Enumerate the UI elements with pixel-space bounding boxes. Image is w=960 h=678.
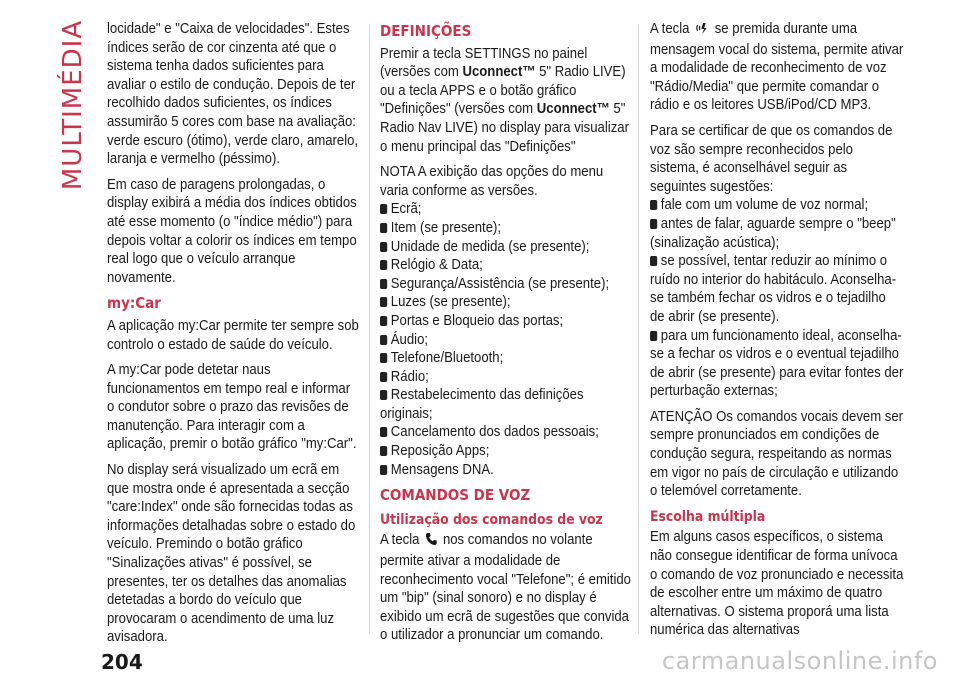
list-item-text: Reposição Apps; — [390, 443, 490, 460]
list-item — [380, 312, 634, 331]
bullet-icon — [380, 297, 387, 307]
list-item — [380, 293, 634, 312]
bullet-icon — [380, 223, 387, 233]
paragraph — [650, 20, 904, 115]
list-item-text: para um funcionamento ideal, aconselha-se a fechar os vidros e o eventual tejadilho de abrir (se presente) para evitar fontes der perturbação externas; — [650, 327, 904, 400]
section-label: MULTIMÉDIA — [58, 19, 88, 191]
section-tab — [58, 19, 88, 191]
list-item-text: Mensagens DNA. — [390, 461, 494, 478]
paragraph: A my:Car pode detetar naus funcionamentos em tempo real e informar o condutor sobre o prazo das revisões de manutenção. Para interagir com a aplicação, premir o botão gráfico "my:Car". — [107, 362, 357, 453]
note: NOTA A exibição das opções do menu varia conforme as versões. — [380, 164, 604, 199]
list-item-text: Telefone/Bluetooth; — [390, 350, 504, 367]
list-item — [380, 423, 634, 442]
paragraph — [380, 531, 634, 645]
paragraph: No display será visualizado um ecrã em que mostra onde é apresentada a secção "care:Index" onde são fornecidas todas as informações detalhadas sobre o estado do veículo. Premindo o botão gráfico "Sinalizações ativas" é possível, se presentes, ter os detalhes das anomalias detetadas a bordo do veículo que provocaram o acendimento de uma luz avisadora. — [107, 462, 356, 646]
bullet-icon — [380, 353, 387, 363]
list-item — [650, 252, 904, 326]
bullet-icon — [380, 204, 387, 214]
list-item-text: antes de falar, aguarde sempre o "beep" (sinalização acústica); — [650, 215, 896, 251]
paragraph: locidade" e "Caixa de velocidades". Estes índices serão de cor cinzenta até que o sistema tenha dados suficientes para avaliar o estilo de condução. Depois de ter recolhido dados suficientes, os índices assumirão 5 cores com base na avaliação: verde escuro (ótimo), verde claro, amarelo, laranja e vermelho (péssimo). — [107, 21, 359, 168]
column-2 — [380, 20, 634, 652]
list-item — [380, 219, 634, 238]
list-item — [650, 327, 904, 401]
attention-note: ATENÇÃO Os comandos vocais devem ser sempre pronunciados em condições de condução segura, respeitando as normas em vigor no país de circulação e utilizando o telemóvel corretamente. — [650, 408, 904, 500]
list-item-text: Luzes (se presente); — [390, 294, 511, 311]
list-item-text: se possível, tentar reduzir ao mínimo o ruído no interior do habitáculo. Aconselha-se também fechar os vidros e o tejadilho de abrir (se presente). — [650, 253, 897, 325]
paragraph: Em caso de paragens prolongadas, o display exibirá a média dos índices obtidos até esse momento (o "índice médio") para depois voltar a colorir os índices em tempo real logo que o veículo arranque novamente. — [107, 176, 357, 286]
paragraph: A aplicação my:Car permite ter sempre sob controlo o estado de saúde do veículo. — [107, 317, 359, 353]
text-run: A tecla — [380, 532, 420, 549]
list-item — [380, 349, 634, 368]
bullet-icon — [380, 279, 387, 289]
bullet-icon — [650, 331, 657, 341]
text-run: Premir a tecla SETTINGS no painel (versões com — [380, 45, 588, 81]
menu-items-list — [380, 200, 634, 479]
bullet-icon — [380, 316, 387, 326]
column-divider — [638, 24, 639, 634]
list-item — [380, 461, 634, 480]
bullet-icon — [380, 260, 387, 270]
list-item-text: Rádio; — [390, 368, 429, 385]
bullet-icon — [650, 256, 657, 266]
list-item-text: Restabelecimento das definições originais; — [380, 387, 584, 422]
brand-name: Uconnect™ — [536, 101, 610, 118]
text-run: 5" Radio LIVE) ou a tecla APPS e o botão gráfico "Definições" (versões com — [380, 64, 626, 118]
bullet-icon — [380, 242, 387, 252]
subheading-utilizacao: Utilização dos comandos de voz — [380, 511, 603, 528]
column-1 — [107, 20, 359, 654]
list-item — [650, 215, 904, 252]
list-item-text: fale com um volume de voz normal; — [660, 197, 869, 214]
list-item-text: Portas e Bloqueio das portas; — [390, 312, 564, 329]
page-number: 204 — [101, 650, 143, 674]
list-item-text: Relógio & Data; — [390, 257, 483, 274]
bullet-icon — [380, 446, 387, 456]
phone-icon — [425, 532, 438, 552]
list-item-text: Unidade de medida (se presente); — [390, 238, 590, 255]
column-3 — [650, 20, 904, 647]
list-item — [650, 196, 904, 215]
column-divider — [369, 24, 370, 634]
text-run: nos comandos no volante permite ativar a modalidade de reconhecimento vocal "Telefone"; é emitido um "bip" (sinal sonoro) e no display é exibido um ecrã de sugestões que convida o utilizador a pronunciar um comando. — [380, 532, 632, 644]
bullet-icon — [380, 427, 387, 437]
heading-comandos-de-voz: COMANDOS DE VOZ — [380, 486, 531, 505]
watermark: carmanualsonline.info — [661, 647, 938, 675]
list-item — [380, 442, 634, 461]
bullet-icon — [380, 372, 387, 382]
paragraph — [380, 45, 634, 157]
list-item — [380, 238, 634, 257]
bullet-icon — [650, 200, 657, 210]
list-item-text: Áudio; — [390, 331, 429, 348]
list-item — [380, 331, 634, 350]
list-item-text: Item (se presente); — [390, 219, 502, 236]
bullet-icon — [380, 335, 387, 345]
text-run: 5" Radio Nav LIVE) no display para visualizar o menu principal das "Definições" — [380, 101, 629, 155]
list-item — [380, 275, 634, 294]
brand-name: Uconnect™ — [462, 64, 536, 81]
list-item — [380, 256, 634, 275]
list-item — [380, 386, 634, 423]
bullet-icon — [650, 219, 657, 229]
list-item — [380, 200, 634, 219]
bullet-icon — [380, 390, 387, 400]
bullet-icon — [380, 465, 387, 475]
list-item-text: Cancelamento dos dados pessoais; — [390, 424, 599, 441]
subheading-escolha-multipla: Escolha múltipla — [650, 508, 766, 525]
list-item-text: Ecrã; — [390, 201, 422, 218]
tips-list — [650, 196, 904, 401]
list-item-text: Segurança/Assistência (se presente); — [390, 275, 610, 292]
heading-definicoes: DEFINIÇÕES — [380, 22, 472, 40]
voice-command-icon — [695, 21, 709, 41]
heading-mycar: my:Car — [107, 294, 161, 313]
paragraph: Para se certificar de que os comandos de voz são sempre reconhecidos pelo sistema, é aconselhável seguir as seguintes sugestões: — [650, 122, 893, 195]
text-run: se premida durante uma mensagem vocal do sistema, permite ativar a modalidade de reconhecimento de voz "Rádio/Media" que permite comandar o rádio e os leitores USB/iPod/CD MP3. — [650, 21, 904, 114]
list-item — [380, 368, 634, 387]
paragraph: Em alguns casos específicos, o sistema não consegue identificar de forma unívoca o comando de voz pronunciado e necessita de escolher entre um máximo de quatro alternativas. O sistema proporá uma lista numérica das alternativas — [650, 529, 904, 639]
text-run: A tecla — [650, 21, 690, 37]
